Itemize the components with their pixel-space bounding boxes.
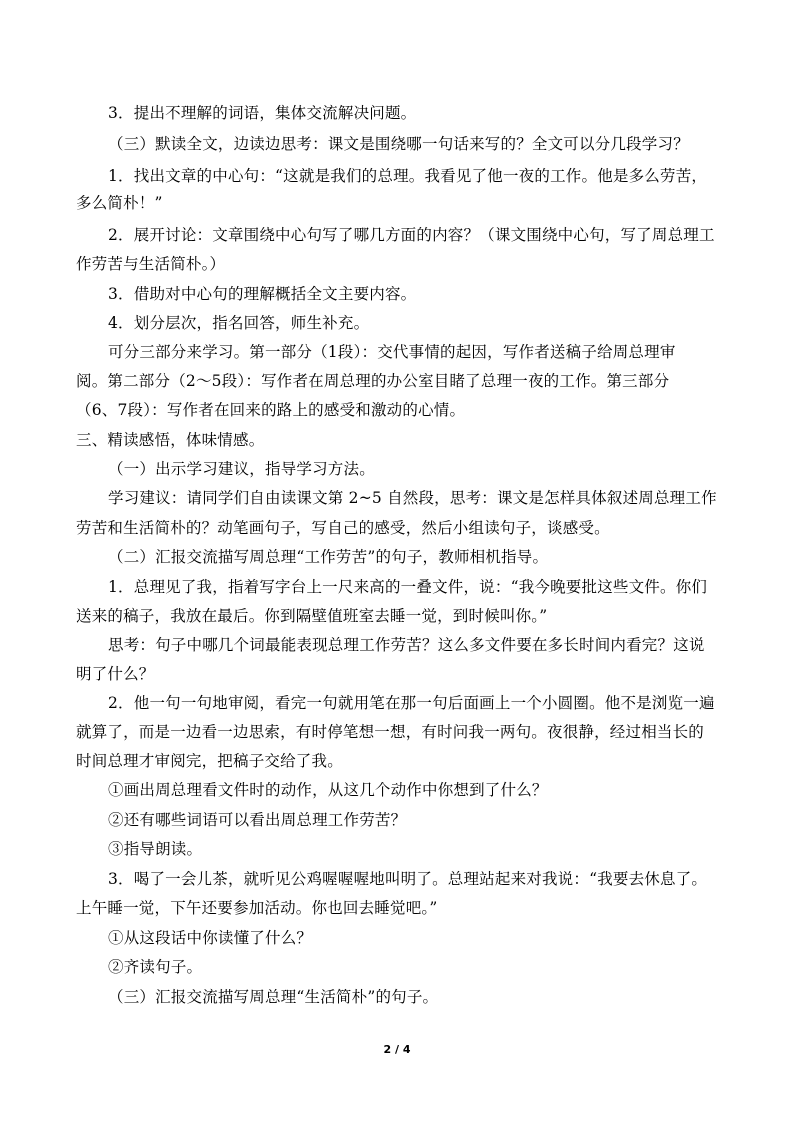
text-line: （6、7段）：写作者在回来的路上的感受和激动的心情。 <box>76 401 466 419</box>
text-line: （三）汇报交流描写周总理“生活简朴”的句子。 <box>108 988 439 1006</box>
text-line: （三）默读全文，边读边思考：课文是围绕哪一句话来写的？全文可以分几段学习？ <box>108 135 689 153</box>
text-line: （二）汇报交流描写周总理“工作劳苦”的句子，教师相机指导。 <box>108 548 549 566</box>
text-line: 学习建议：请同学们自由读课文第 2~5 自然段，思考：课文是怎样具体叙述周总理工作 <box>108 489 717 507</box>
text-line: 就算了，而是一边看一边思索，有时停笔想一想，有时问我一两句。夜很静，经过相当长的 <box>76 723 705 741</box>
text-line: 思考：句子中哪几个词最能表现总理工作劳苦？这么多文件要在多长时间内看完？这说 <box>108 636 705 654</box>
text-line: 3．借助对中心句的理解概括全文主要内容。 <box>108 285 417 303</box>
text-line: 2．展开讨论：文章围绕中心句写了哪几方面的内容？（课文围绕中心句，写了周总理工 <box>108 226 715 244</box>
text-line: 时间总理才审阅完，把稿子交给了我。 <box>76 752 343 770</box>
text-line: 阅。第二部分（2～5段）：写作者在周总理的办公室目睹了总理一夜的工作。第三部分 <box>76 372 670 390</box>
text-line: 1．总理见了我，指着写字台上一尺来高的一叠文件，说：“我今晚要批这些文件。你们 <box>108 578 708 596</box>
text-line: 3．提出不理解的词语，集体交流解决问题。 <box>108 104 417 122</box>
text-line: 2．他一句一句地审阅，看完一句就用笔在那一句后面画上一个小圆圈。他不是浏览一遍 <box>108 694 715 712</box>
text-line: 作劳苦与生活简朴。） <box>76 255 226 273</box>
text-line: 上午睡一觉，下午还要参加活动。你也回去睡觉吧。” <box>76 899 438 917</box>
text-line: 3．喝了一会儿茶，就听见公鸡喔喔喔地叫明了。总理站起来对我说：“我要去休息了。 <box>108 870 708 888</box>
text-line: 送来的稿子，我放在最后。你到隔壁值班室去睡一觉，到时候叫你。” <box>76 607 548 625</box>
text-line: 多么简朴！” <box>76 194 163 212</box>
list-item: ①画出周总理看文件时的动作，从这几个动作中你想到了什么？ <box>108 781 548 799</box>
list-item: ②齐读句子。 <box>108 958 203 976</box>
list-item: ②还有哪些词语可以看出周总理工作劳苦？ <box>108 811 407 829</box>
list-item: ③指导朗读。 <box>108 840 203 858</box>
text-line: 1．找出文章的中心句：“这就是我们的总理。我看见了他一夜的工作。他是多么劳苦， <box>108 167 708 185</box>
text-line: 可分三部分来学习。第一部分（1段）：交代事情的起因，写作者送稿子给周总理审 <box>108 343 676 361</box>
text-line: （一）出示学习建议，指导学习方法。 <box>108 460 375 478</box>
section-heading: 三、精读感悟，体味情感。 <box>76 431 265 449</box>
text-line: 4．划分层次，指名回答，师生补充。 <box>108 314 370 332</box>
page-number: 2 / 4 <box>383 1043 411 1056</box>
list-item: ①从这段话中你读懂了什么？ <box>108 929 313 947</box>
text-line: 明了什么？ <box>76 665 155 683</box>
text-line: 劳苦和生活简朴的？动笔画句子，写自己的感受，然后小组读句子，谈感受。 <box>76 519 610 537</box>
